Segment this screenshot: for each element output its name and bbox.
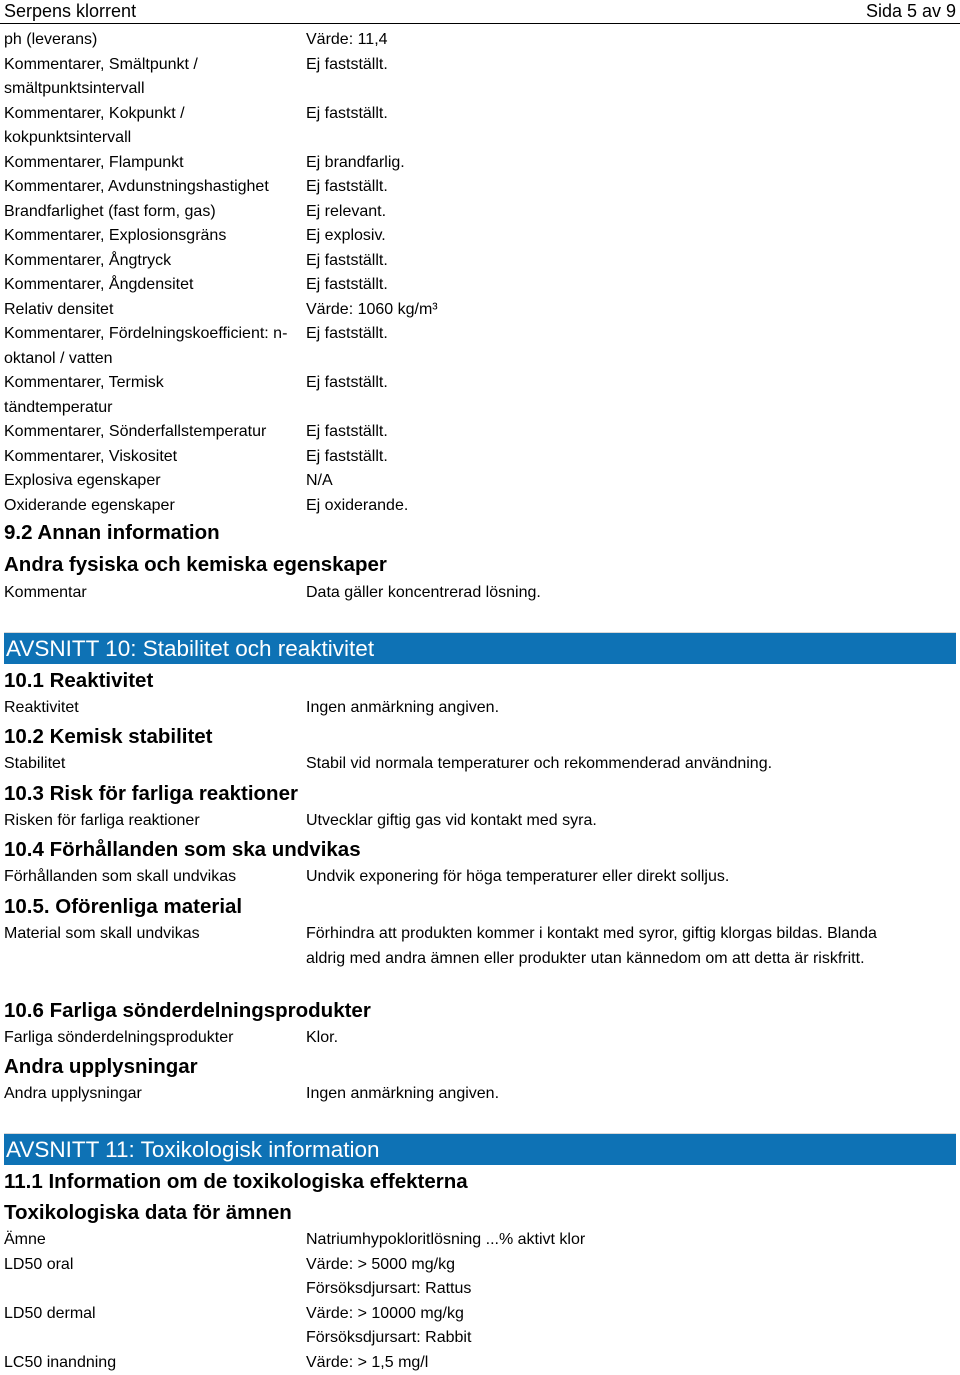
property-value-species: Försöksdjursart: Rabbit: [306, 1326, 926, 1351]
property-value: Natriumhypokloritlösning ...% aktivt klor: [306, 1228, 926, 1253]
section-10-2: [4, 722, 956, 777]
property-label: LD50 oral: [4, 1253, 299, 1278]
property-label: Risken för farliga reaktioner: [4, 809, 299, 834]
section-11-tox: [4, 1198, 956, 1375]
section-heading: 10.4 Förhållanden som ska undvikas: [4, 835, 956, 865]
property-value: Värde: > 5000 mg/kg: [306, 1253, 926, 1278]
section-10-5: [4, 892, 956, 995]
section-10-other: [4, 1052, 956, 1107]
property-value: Ej fastställt.: [306, 371, 926, 396]
property-value: Stabil vid normala temperaturer och rekommenderad användning.: [306, 752, 926, 777]
section-9-2-sub: [4, 550, 956, 580]
section-10-3: [4, 779, 956, 834]
property-label: LD50 dermal: [4, 1302, 299, 1327]
property-row: [4, 175, 956, 200]
property-row: [4, 224, 956, 249]
section-9-2-rows: [4, 581, 956, 606]
property-value: Värde: > 10000 mg/kg: [306, 1302, 926, 1327]
section-heading: 9.2 Annan information: [4, 518, 956, 548]
property-value-species: Försöksdjursart: Rattus: [306, 1277, 926, 1302]
section-10-4: [4, 835, 956, 890]
property-row: [4, 420, 956, 445]
section-10-6: [4, 996, 956, 1051]
property-value: Data gäller koncentrerad lösning.: [306, 581, 926, 606]
property-label: Kommentar: [4, 581, 299, 606]
property-row: [4, 28, 956, 53]
property-label: Material som skall undvikas: [4, 922, 299, 947]
property-value: Klor.: [306, 1026, 926, 1051]
property-label: Kommentarer, Kokpunkt / kokpunktsintervall: [4, 102, 299, 151]
property-label: Förhållanden som skall undvikas: [4, 865, 299, 890]
section-heading: 10.3 Risk för farliga reaktioner: [4, 779, 956, 809]
property-label: Reaktivitet: [4, 696, 299, 721]
section-10-bar: [4, 632, 956, 664]
property-label: Kommentarer, Ångdensitet: [4, 273, 299, 298]
property-value: Ej fastställt.: [306, 322, 926, 347]
section-heading: 10.5. Oförenliga material: [4, 892, 956, 922]
property-label: LC50 inandning: [4, 1351, 299, 1375]
property-label: Kommentarer, Flampunkt: [4, 151, 299, 176]
property-value: Ej fastställt.: [306, 420, 926, 445]
property-value: Ej fastställt.: [306, 445, 926, 470]
section-heading: 10.2 Kemisk stabilitet: [4, 722, 956, 752]
property-value: Ingen anmärkning angiven.: [306, 1082, 926, 1107]
page-number: Sida 5 av 9: [866, 0, 956, 22]
section-heading: 11.1 Information om de toxikologiska effekterna: [4, 1167, 956, 1197]
property-value: Värde: 1060 kg/m³: [306, 298, 926, 323]
property-row: [4, 696, 956, 721]
property-row: [4, 922, 956, 995]
section-11-1: [4, 1167, 956, 1197]
subsection-heading: Toxikologiska data för ämnen: [4, 1198, 956, 1228]
section-title: AVSNITT 10: Stabilitet och reaktivitet: [6, 634, 374, 663]
section-9-2: [4, 518, 956, 548]
property-label: Kommentarer, Avdunstningshastighet: [4, 175, 299, 200]
property-value: Undvik exponering för höga temperaturer eller direkt solljus.: [306, 865, 926, 890]
section-11-bar: [4, 1133, 956, 1165]
property-row: [4, 1253, 956, 1302]
property-value: Ej oxiderande.: [306, 494, 926, 519]
property-row: [4, 200, 956, 225]
property-value: Värde: > 1,5 mg/l: [306, 1351, 926, 1375]
property-value: Förhindra att produkten kommer i kontakt med syror, giftig klorgas bildas. Blanda aldrig med andra ämnen eller produkter utan kännedom om att detta är riskfritt.: [306, 922, 901, 971]
property-row: [4, 102, 956, 151]
property-label: Oxiderande egenskaper: [4, 494, 299, 519]
property-label: Kommentarer, Fördelningskoefficient: n-oktanol / vatten: [4, 322, 299, 371]
header-divider: [0, 23, 960, 24]
property-label: Farliga sönderdelningsprodukter: [4, 1026, 299, 1051]
property-value: Ej explosiv.: [306, 224, 926, 249]
property-label: Andra upplysningar: [4, 1082, 299, 1107]
property-row: [4, 1302, 956, 1351]
property-label: Kommentarer, Smältpunkt / smältpunktsintervall: [4, 53, 299, 102]
property-row: [4, 581, 956, 606]
property-value: Värde: 11,4: [306, 28, 926, 53]
property-row: [4, 273, 956, 298]
section-heading: 10.6 Farliga sönderdelningsprodukter: [4, 996, 956, 1026]
property-row: [4, 445, 956, 470]
section-heading: Andra upplysningar: [4, 1052, 956, 1082]
property-row: [4, 249, 956, 274]
property-label: Kommentarer, Sönderfallstemperatur: [4, 420, 299, 445]
property-label: ph (leverans): [4, 28, 299, 53]
property-label: Kommentarer, Ångtryck: [4, 249, 299, 274]
property-label: Stabilitet: [4, 752, 299, 777]
property-label: Kommentarer, Viskositet: [4, 445, 299, 470]
property-value: Ej relevant.: [306, 200, 926, 225]
property-row: [4, 298, 956, 323]
property-row: [4, 809, 956, 834]
property-value: N/A: [306, 469, 926, 494]
property-value: Ej fastställt.: [306, 175, 926, 200]
property-row: [4, 469, 956, 494]
property-label: Explosiva egenskaper: [4, 469, 299, 494]
section-10-1: [4, 666, 956, 721]
property-label: Relativ densitet: [4, 298, 299, 323]
property-value: Ej fastställt.: [306, 273, 926, 298]
property-value: Utvecklar giftig gas vid kontakt med syra.: [306, 809, 926, 834]
property-label: Brandfarlighet (fast form, gas): [4, 200, 299, 225]
property-value: Ingen anmärkning angiven.: [306, 696, 926, 721]
property-row: [4, 1026, 956, 1051]
property-row: [4, 371, 956, 420]
property-row: [4, 494, 956, 519]
subsection-heading: Andra fysiska och kemiska egenskaper: [4, 550, 956, 580]
property-row: [4, 865, 956, 890]
property-row: [4, 752, 956, 777]
property-value: Ej fastställt.: [306, 102, 926, 127]
property-row: [4, 1228, 956, 1253]
property-value: Ej brandfarlig.: [306, 151, 926, 176]
property-label: Kommentarer, Explosionsgräns: [4, 224, 299, 249]
property-row: [4, 1082, 956, 1107]
properties-table: [4, 28, 956, 518]
property-label: Ämne: [4, 1228, 299, 1253]
property-label: Kommentarer, Termisk tändtemperatur: [4, 371, 204, 420]
property-row: [4, 322, 956, 371]
property-value: Ej fastställt.: [306, 53, 926, 78]
document-title: Serpens klorrent: [4, 0, 136, 22]
property-row: [4, 53, 956, 102]
section-heading: 10.1 Reaktivitet: [4, 666, 956, 696]
property-row: [4, 151, 956, 176]
page-header: [0, 0, 960, 24]
property-value: Ej fastställt.: [306, 249, 926, 274]
property-row: [4, 1351, 956, 1375]
section-title: AVSNITT 11: Toxikologisk information: [6, 1135, 380, 1164]
